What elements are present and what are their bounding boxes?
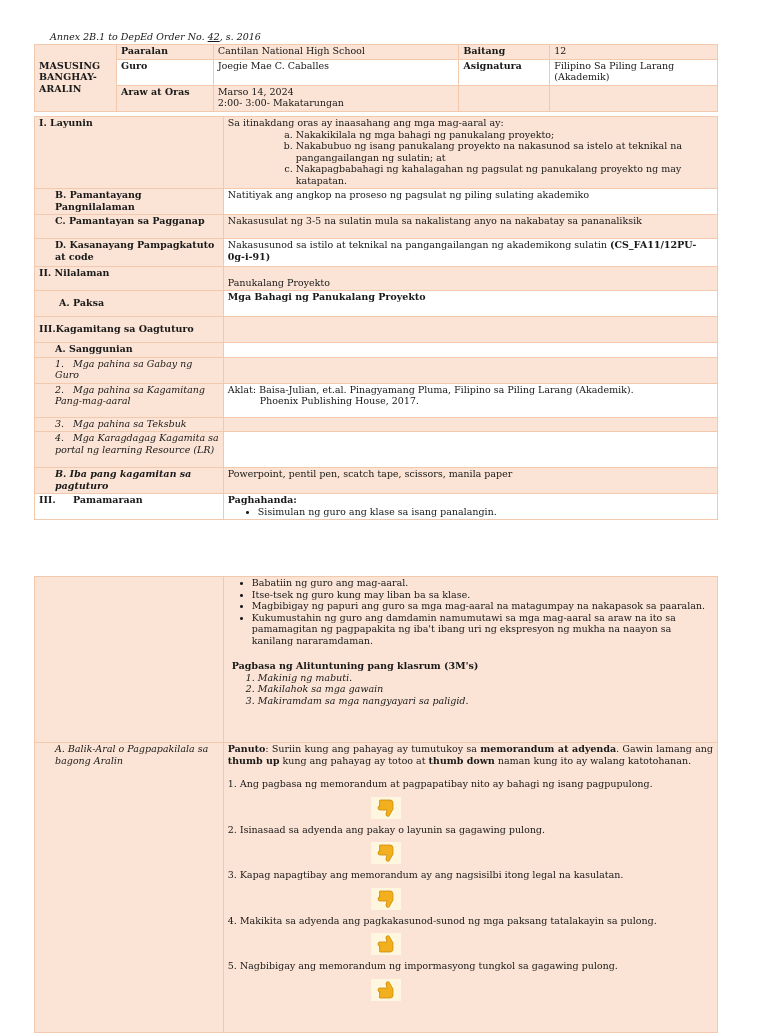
list-item: b. Nakabubuo ng isang panukalang proyekto na nakasunod sa istelo at teknikal na pangangailangan ng sulatin; at [296, 141, 713, 164]
baitang-value: 12 [550, 45, 718, 60]
paaralan-value: Cantilan National High School [213, 45, 459, 60]
guro-value: Joegie Mae C. Caballes [213, 59, 459, 85]
araw-date: Marso 14, 2024 [217, 86, 294, 98]
thumb-up-icon [371, 979, 401, 1001]
araw-value [213, 85, 459, 111]
pagganap-label: C. Pamantayan sa Pagganap [35, 215, 224, 239]
iba-pang-kagamitan-label: B. Iba pang kagamitan sa pagtuturo [35, 468, 224, 494]
panuto: Panuto: Suriin kung ang pahayag ay tumutukoy sa memorandum at adyenda. Gawin lamang ang thumb up kung ang pahayag ay totoo at thumb down naman kung ito ay walang katotohanan. [227, 744, 713, 767]
statement-4: 4. Makikita sa adyenda ang pagkakasunod-sunod ng mga paksang tatalakayin sa pulong. [227, 915, 657, 927]
thumb-down-icon [371, 842, 401, 864]
thumb-up-icon [371, 933, 401, 955]
nilalaman-label: II. Nilalaman [35, 267, 224, 291]
asignatura-value: Filipino Sa Piling Larang (Akademik) [550, 59, 718, 85]
gabay-guro-label: 1. Mga pahina sa Gabay ng Guro [35, 357, 224, 383]
list-item: • Babatiin ng guro ang mag-aaral. [252, 578, 713, 590]
kasanayan-text: Nakasusunod sa istilo at teknikal na pangangailangan ng akademikong sulatin [227, 240, 610, 251]
balik-aral-label: A. Balik-Aral o Pagpapakilala sa bagong Aralin [35, 743, 224, 1033]
araw-label: Araw at Oras [116, 85, 213, 111]
continuation-table [34, 576, 718, 1033]
header-table [34, 44, 718, 112]
pagganap-value: Nakasusulat ng 3-5 na sulatin mula sa nakalistang anyo na nakabatay sa pananaliksik [223, 215, 717, 239]
paghahanda-label: Paghahanda: [227, 495, 297, 506]
list-item: 3. Makiramdam sa mga nangyayari sa paligid. [258, 696, 713, 708]
paaralan-label: Paaralan [116, 45, 213, 60]
guro-label: Guro [116, 59, 213, 85]
annex-prefix: Annex 2B.1 to DepEd Order No. [50, 32, 208, 43]
layunin-list [228, 130, 713, 188]
sanggunian-label: A. Sanggunian [35, 343, 224, 358]
list-item: • Magbibigay ng papuri ang guro sa mga mag-aaral na matagumpay na nakapasok sa paaralan. [252, 601, 713, 613]
paksa-label: A. Paksa [35, 291, 224, 317]
plan-title: MASUSING BANGHAY-ARALIN [35, 45, 117, 112]
list-item: c. Nakapagbabahagi ng kahalagahan ng pagsulat ng panukalang proyekto ng may katapatan. [296, 164, 713, 187]
layunin-content [223, 117, 717, 189]
greeting-list [228, 578, 713, 647]
annex-note [50, 32, 261, 43]
kasanayan-label: D. Kasanayang Pampagkatuto at code [35, 239, 224, 267]
iba-pang-kagamitan-value: Powerpoint, pentil pen, scatch tape, scissors, manila paper [223, 468, 717, 494]
thumb-down-icon [371, 797, 401, 819]
statement-5: 5. Nagbibigay ang memorandum ng impormasyong tungkol sa gagawing pulong. [227, 961, 618, 972]
lr-portal-label: 4. Mga Karagdagag Kagamita sa portal ng learning Resource (LR) [35, 432, 224, 468]
list-item: 2. Makilahok sa mga gawain [258, 684, 713, 696]
paghahanda-continued [223, 577, 717, 743]
kagamitan-label: III.Kagamitang sa Oagtuturo [35, 317, 224, 343]
thumb-down-icon [371, 888, 401, 910]
lesson-plan-table [34, 116, 718, 520]
baitang-label: Baitang [459, 45, 550, 60]
layunin-label: I. Layunin [35, 117, 224, 189]
teksbuk-label: 3. Mga pahina sa Teksbuk [35, 417, 224, 432]
statement-2: 2. Isinasaad sa adyenda ang pakay o layunin sa gagawing pulong. [227, 824, 546, 836]
pamamaraan-label: III. Pamamaraan [35, 494, 224, 520]
rules-list [228, 673, 713, 708]
statement-1: 1. Ang pagbasa ng memorandum at pagpapatibay nito ay bahagi ng isang pagpupulong. [227, 779, 653, 790]
kasanayan-value [223, 239, 717, 267]
list-item: a. Nakakikilala ng mga bahagi ng panukalang proyekto; [296, 130, 713, 142]
pamantayang-value: Natitiyak ang angkop na proseso ng pagsulat ng piling sulating akademiko [223, 189, 717, 215]
paghahanda-content [223, 494, 717, 520]
list-item: • Kukumustahin ng guro ang damdamin namumutawi sa mga mag-aaral sa araw na ito sa pamamagitan ng pagpapakita ng iba't ibang uri ng ekspresyon ng mukha na naayon sa kanilang nararamdaman. [252, 613, 713, 648]
list-item: 1. Makinig ng mabuti. [258, 673, 713, 685]
list-item: • Sisimulan ng guro ang klase sa isang panalangin. [258, 507, 713, 519]
annex-number: 42 [207, 32, 220, 43]
kasanayan-code: (CS_FA11/12PU-0g-i-91) [227, 240, 697, 263]
pamantayang-label: B. Pamantayang Pangnilalaman [35, 189, 224, 215]
araw-time: 2:00- 3:00- Makatarungan [217, 98, 344, 109]
rules-title: Pagbasa ng Alituntuning pang klasrum (3M's) [231, 661, 479, 672]
list-item: • Itse-tsek ng guro kung may liban ba sa klase. [252, 590, 713, 602]
statement-3: 3. Kapag napagtibay ang memorandum ay ang nagsisilbi itong legal na kasulatan. [227, 870, 624, 881]
asignatura-label: Asignatura [459, 59, 550, 85]
paksa-value: Mga Bahagi ng Panukalang Proyekto [223, 291, 717, 317]
layunin-intro: Sa itinakdang oras ay inaasahang ang mga mag-aaral ay: [227, 118, 504, 129]
balik-aral-content [223, 743, 717, 1033]
nilalaman-value: Panukalang Proyekto [223, 267, 717, 291]
aklat-reference: Aklat: Baisa-Julian, et.al. Pinagyamang Pluma, Filipino sa Piling Larang (Akademik). Phoenix Publishing House, 2017. [223, 383, 717, 417]
annex-suffix: , s. 2016 [219, 32, 261, 43]
kagamitang-mag-aaral-label: 2. Mga pahina sa Kagamitang Pang-mag-aaral [35, 383, 224, 417]
